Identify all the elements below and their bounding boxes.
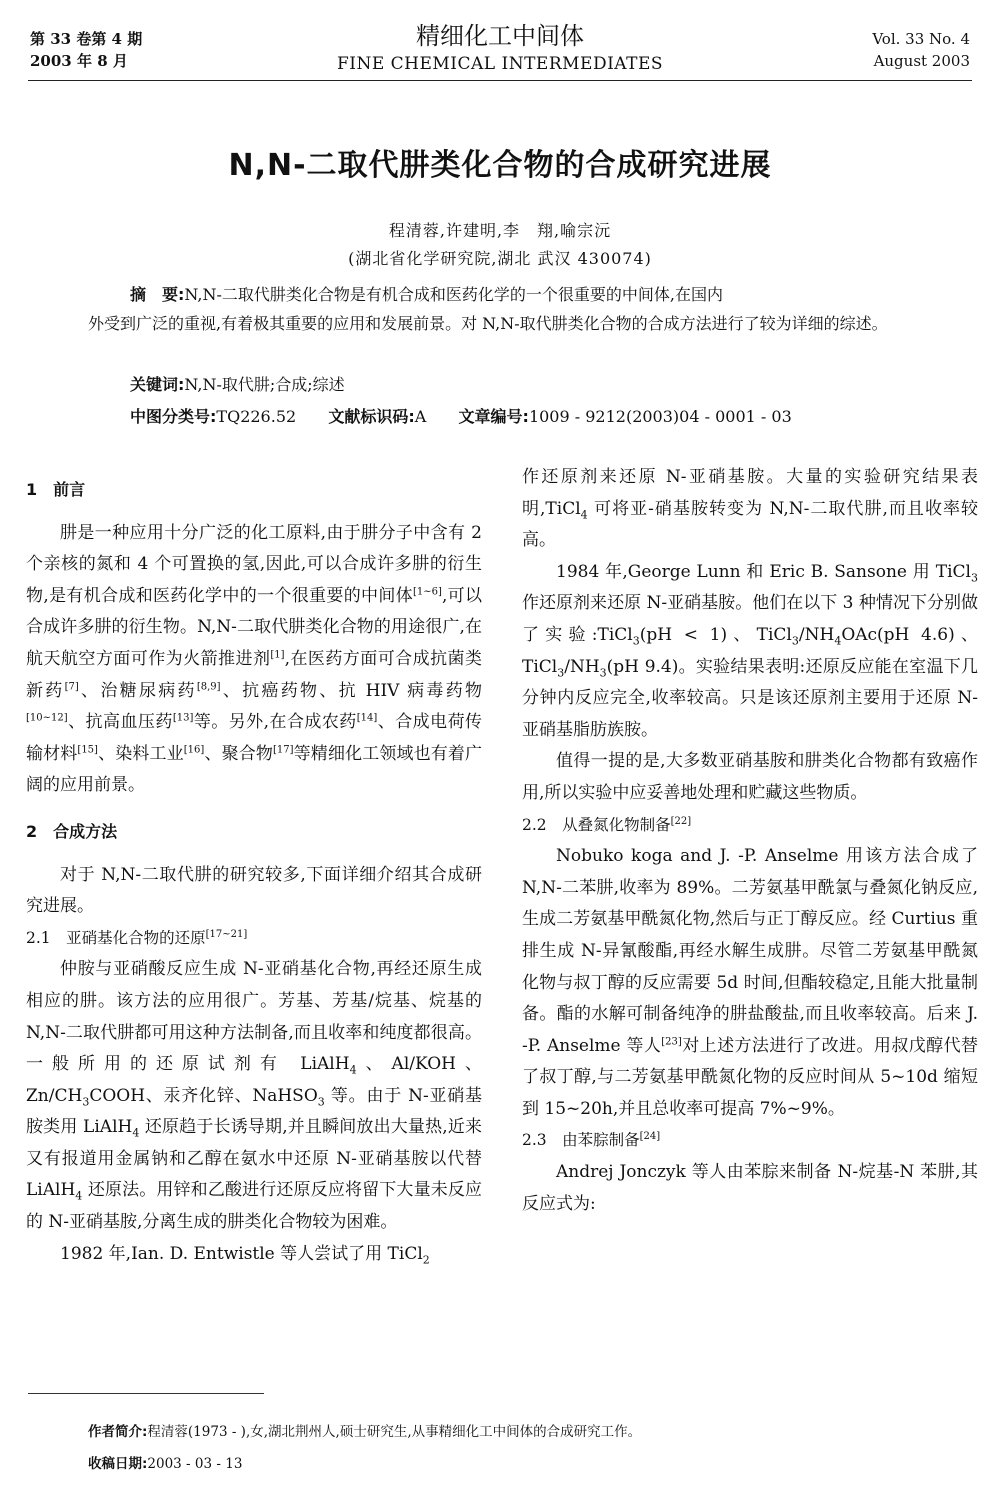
header-rule (28, 80, 972, 81)
journal-issue-en (872, 28, 970, 72)
section-2-3-paragraph: Andrej Jonczyk 等人由苯腙来制备 N-烷基-N 苯肼,其反应式为: (522, 1162, 978, 1214)
received-date-label: 收稿日期: (88, 1456, 148, 1472)
right-column (522, 462, 978, 1220)
author-note (88, 1420, 641, 1440)
affiliation: (湖北省化学研究院,湖北 武汉 430074) (348, 249, 652, 268)
author-note-text: 程清蓉(1973 - ),女,湖北荆州人,硕士研究生,从事精细化工中间体的合成研究工作。 (147, 1424, 642, 1440)
month-line: August 2003 (873, 52, 970, 70)
section-1-paragraph: 肼是一种应用十分广泛的化工原料,由于肼分子中含有 2 个亲核的氮和 4 个可置换的氢,因此,可以合成许多肼的衍生物,是有机合成和医药化学中的一个很重要的中间体[1~6],可以合成许多肼的衍生物。N,N-二取代肼类化合物的用途很广,在航天航空方面可作为火箭推进剂[1],在医药方面可合成抗菌类新药[7]、治糖尿病药[8,9]、抗癌药物、抗 HIV 病毒药物[10~12]、抗高血压药[13]等。另外,在合成农药[14]、合成电荷传输材料[15]、染料工业[16]、聚合物[17]等精细化工领域也有着广阔的应用前景。 (26, 522, 483, 796)
received-date-value: 2003 - 03 - 13 (147, 1456, 243, 1472)
section-2-1-paragraph-1: 仲胺与亚硝酸反应生成 N-亚硝基化合物,再经还原生成相应的肼。该方法的应用很广。芳基、芳基/烷基、烷基的 N,N-二取代肼都可用这种方法制备,而且收率和纯度都很高。一般所用的还原试剂有 LiAlH$_4$、Al/KOH、$Zn/CH_3COOH$、汞齐化锌、NaHSO$_3$ 等。由于 N-亚硝基胺类用 LiAlH$_4$ 还原趋于长诱导期,并且瞬间放出大量热,近来又有报道用金属钠和乙醇在氨水中还原 N-亚硝基胺以代替 LiAlH$_4$ 还原法。用锌和乙酸进行还原反应将留下大量未反应的 N-亚硝基胺,分离生成的肼类化合物较为困难。 (26, 959, 483, 1233)
doc-code-label: 文献标识码: (328, 407, 415, 426)
section-2-1-paragraph-2-start: 1982 年,Ian. D. Entwistle 等人尝试了用 TiCl$_2$ (60, 1243, 430, 1267)
journal-name-cn: 精细化工中间体 (416, 22, 584, 50)
section-2-2-paragraph: Nobuko koga and J. -P. Anselme 用该方法合成了 N,N-二苯肼,收率为 89%。二芳氨基甲酰氯与叠氮化钠反应,生成二芳氨基甲酰氮化物,然后与正丁醇反应。经 Curtius 重排生成 N-异氰酸酯,再经水解生成肼。尽管二芳氨基甲酰氮化物与叔丁醇的反应需要 5d 时间,但酯较稳定,且能大批量制备。酯的水解可制备纯净的肼盐酸盐,而且收率较高。后来 J. -P. Anselme 等人[23]对上述方法进行了改进。用叔戊醇代替了叔丁醇,与二芳氨基甲酰氮化物的反应时间从 5~10d 缩短到 15~20h,并且总收率可提高 7%~9%。 (522, 846, 979, 1119)
journal-name-en: FINE CHEMICAL INTERMEDIATES (336, 54, 664, 74)
keywords (130, 372, 345, 395)
left-column (26, 468, 482, 1270)
volume-line: Vol. 33 No. 4 (872, 30, 970, 48)
section-2-1-paragraph-3: 1984 年,George Lunn 和 Eric B. Sansone 用 TiCl$_3$ 作还原剂来还原 N-亚硝基胺。他们在以下 3 种情况下分别做了实验:TiCl$_3$(pH < 1)、$TiCl_3/NH_4OAc(pH$ 4.6)、$TiCl_3/NH_3(pH$ 9.4)。实验结果表明:还原反应能在室温下几分钟内反应完全,收率较高。只是该还原剂主要用于还原 N-亚硝基脂肪族胺。 (522, 561, 978, 740)
abstract-label: 摘 要: (130, 285, 185, 304)
issue-line: 第 33 卷第 4 期 (30, 30, 143, 48)
keywords-text: N,N-取代肼;合成;综述 (184, 375, 345, 394)
article-no-label: 文章编号: (458, 407, 529, 426)
section-2-1-paragraph-2-cont: 作还原剂来还原 N-亚硝基胺。大量的实验研究结果表明,TiCl$_4$ 可将亚-硝基胺转变为 N,N-二取代肼,而且收率较高。 (522, 467, 979, 551)
clc-label: 中图分类号: (130, 407, 217, 426)
article-no-value: 1009 - 9212(2003)04 - 0001 - 03 (528, 407, 792, 426)
journal-issue-cn (30, 28, 142, 72)
footnote-rule (28, 1393, 264, 1394)
section-2-2-title: 2.2 从叠氮化物制备[22] (522, 815, 692, 834)
abstract-first-line (88, 280, 918, 309)
authors: 程清蓉,许建明,李 翔,喻宗沅 (388, 221, 612, 240)
journal-name (300, 20, 700, 76)
doc-code-value: A (414, 407, 427, 426)
section-2-1-title: 2.1 亚硝基化合物的还原[17~21] (26, 928, 248, 947)
section-2-title: 2 合成方法 (26, 821, 118, 841)
abstract-text-1: N,N-二取代肼类化合物是有机合成和医药化学的一个很重要的中间体,在国内 (184, 285, 723, 304)
section-1-title: 1 前言 (26, 480, 86, 499)
classification (130, 404, 792, 427)
date-line: 2003 年 8 月 (30, 52, 128, 70)
section-2-3-title: 2.3 由苯腙制备[24] (522, 1131, 661, 1150)
abstract-text-2: 外受到广泛的重视,有着极其重要的应用和发展前景。对 N,N-取代肼类化合物的合成方法进行了较为详细的综述。 (88, 314, 888, 333)
author-note-label: 作者简介: (88, 1424, 148, 1440)
section-2-intro: 对于 N,N-二取代肼的研究较多,下面详细介绍其合成研究进展。 (26, 864, 482, 917)
section-2-1-paragraph-4: 值得一提的是,大多数亚硝基胺和肼类化合物都有致癌作用,所以实验中应妥善地处理和贮藏这些物质。 (522, 751, 978, 803)
clc-value: TQ226.52 (216, 407, 297, 426)
article-title: N,N-二取代肼类化合物的合成研究进展 (228, 148, 772, 183)
keywords-label: 关键词: (130, 375, 185, 394)
abstract (88, 280, 918, 338)
received-date (88, 1452, 242, 1472)
